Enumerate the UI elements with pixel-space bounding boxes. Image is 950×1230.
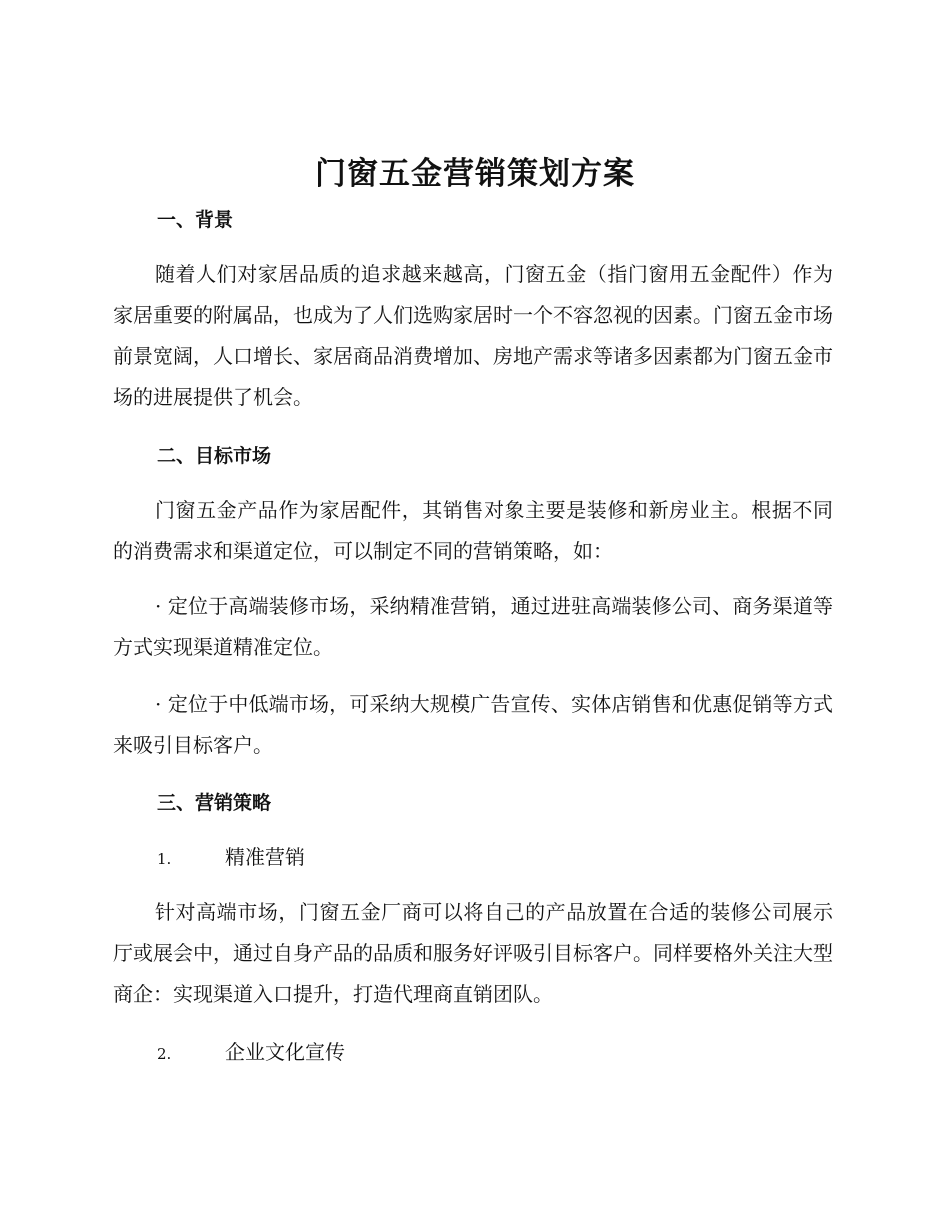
section-heading-marketing-strategy: 三、营销策略 [157,792,272,814]
document-title: 门窗五金营销策划方案 [315,156,635,192]
strategy-item-1 [157,840,305,876]
target-market-paragraph: 门窗五金产品作为家居配件，其销售对象主要是装修和新房业主。根据不同的消费需求和渠道定位，可以制定不同的营销策略，如： [113,498,833,563]
item-number: 2. [157,1045,172,1063]
item-label: 企业文化宣传 [225,1040,345,1064]
section-heading-background: 一、背景 [157,209,234,231]
item-number: 1. [157,850,172,868]
precision-marketing-paragraph: 针对高端市场，门窗五金厂商可以将自己的产品放置在合适的装修公司展示厅或展会中，通过自身产品的品质和服务好评吸引目标客户。同样要格外关注大型商企：实现渠道入口提升，打造代理商直销团队。 [113,900,833,1006]
target-market-bullet-high-end: · 定位于高端装修市场，采纳精准营销，通过进驻高端装修公司、商务渠道等方式实现渠道精准定位。 [113,594,833,659]
item-label: 精准营销 [225,845,305,869]
background-paragraph: 随着人们对家居品质的追求越来越高，门窗五金（指门窗用五金配件）作为家居重要的附属品，也成为了人们选购家居时一个不容忽视的因素。门窗五金市场前景宽阔，人口增长、家居商品消费增加、房地产需求等诸多因素都为门窗五金市场的进展提供了机会。 [113,262,833,409]
target-market-bullet-mid-low-end: · 定位于中低端市场，可采纳大规模广告宣传、实体店销售和优惠促销等方式来吸引目标客户。 [113,692,833,757]
section-heading-target-market: 二、目标市场 [157,445,272,467]
strategy-item-2 [157,1035,345,1071]
